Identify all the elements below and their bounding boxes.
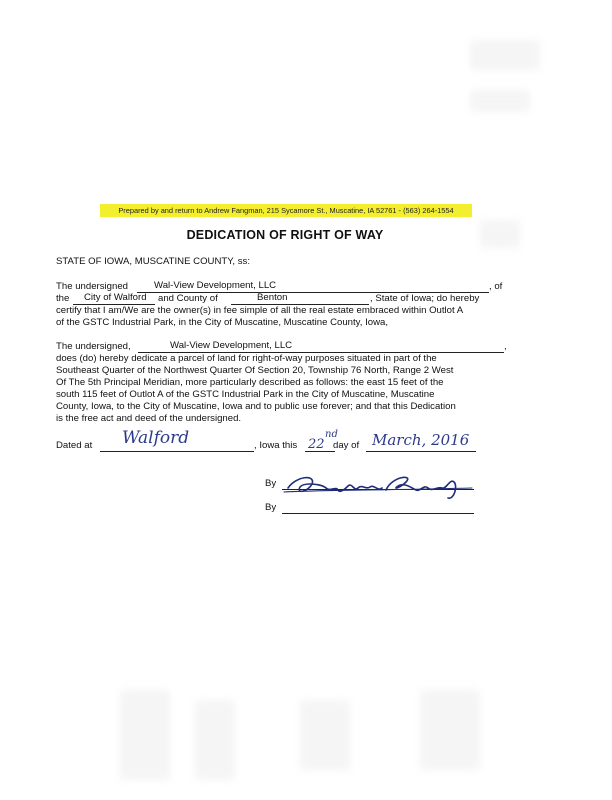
dated-at-label: Dated at xyxy=(56,440,93,451)
day-suffix-handwritten: nd xyxy=(325,429,338,440)
para1-of-word: , of xyxy=(489,281,503,292)
para2-line: does (do) hereby dedicate a parcel of land for right-of-way purposes situated in part of the xyxy=(56,353,437,364)
para1-county: Benton xyxy=(257,292,288,303)
day-of-label: day of xyxy=(333,440,360,451)
by-label-2: By xyxy=(265,502,277,513)
scan-smudge xyxy=(120,690,170,780)
scan-smudge xyxy=(470,90,530,112)
para1-city: City of Walford xyxy=(84,292,147,303)
venue-line: STATE OF IOWA, MUSCATINE COUNTY, ss: xyxy=(56,256,251,267)
para1-county-label: and County of xyxy=(158,293,218,304)
para2-line: south 115 feet of Outlot A of the GSTC Industrial Park in the City of Muscatine, Muscatine xyxy=(56,389,435,400)
para1-line3: certify that I am/We are the owner(s) in fee simple of all the real estate embraced within Outlot A xyxy=(56,305,464,316)
para2-line: Of The 5th Principal Meridian, more particularly described as follows: the east 15 feet of the xyxy=(56,377,444,388)
day-number-handwritten: 22 xyxy=(308,437,325,452)
para2-undersigned-label: The undersigned, xyxy=(56,341,131,352)
iowa-this-label: , Iowa this xyxy=(254,440,298,451)
para1-state-suffix: , State of Iowa; do hereby xyxy=(370,293,480,304)
scan-smudge xyxy=(420,690,480,770)
signature-line-2 xyxy=(282,513,474,514)
dated-place-underline xyxy=(100,451,254,452)
scan-smudge xyxy=(300,700,350,770)
scan-smudge xyxy=(195,700,235,780)
para2-line: County, Iowa, to the City of Muscatine, Iowa and to public use forever; and that this Dedication xyxy=(56,401,456,412)
para2-comma: , xyxy=(504,341,507,352)
handwritten-signature xyxy=(282,468,478,504)
para1-the-word: the xyxy=(56,293,70,304)
month-year-underline xyxy=(366,451,476,452)
para2-line: is the free act and deed of the undersigned. xyxy=(56,413,242,424)
prepared-by-line: Prepared by and return to Andrew Fangman, 215 Sycamore St., Muscatine, IA 52761 - (563) 264-1554 xyxy=(100,204,472,217)
document-title: DEDICATION OF RIGHT OF WAY xyxy=(186,228,384,242)
month-year-handwritten: March, 2016 xyxy=(372,431,470,449)
para2-owner-name: Wal-View Development, LLC xyxy=(170,340,293,351)
para2-line: Southeast Quarter of the Northwest Quarter Of Section 20, Township 76 North, Range 2 West xyxy=(56,365,454,376)
scan-smudge xyxy=(470,40,540,70)
dated-place-handwritten: Walford xyxy=(122,428,190,448)
para1-line4: of the GSTC Industrial Park, in the City of Muscatine, Muscatine County, Iowa, xyxy=(56,317,389,328)
para1-undersigned-label: The undersigned xyxy=(56,281,129,292)
para1-owner-name: Wal-View Development, LLC xyxy=(154,280,277,291)
by-label-1: By xyxy=(265,478,277,489)
